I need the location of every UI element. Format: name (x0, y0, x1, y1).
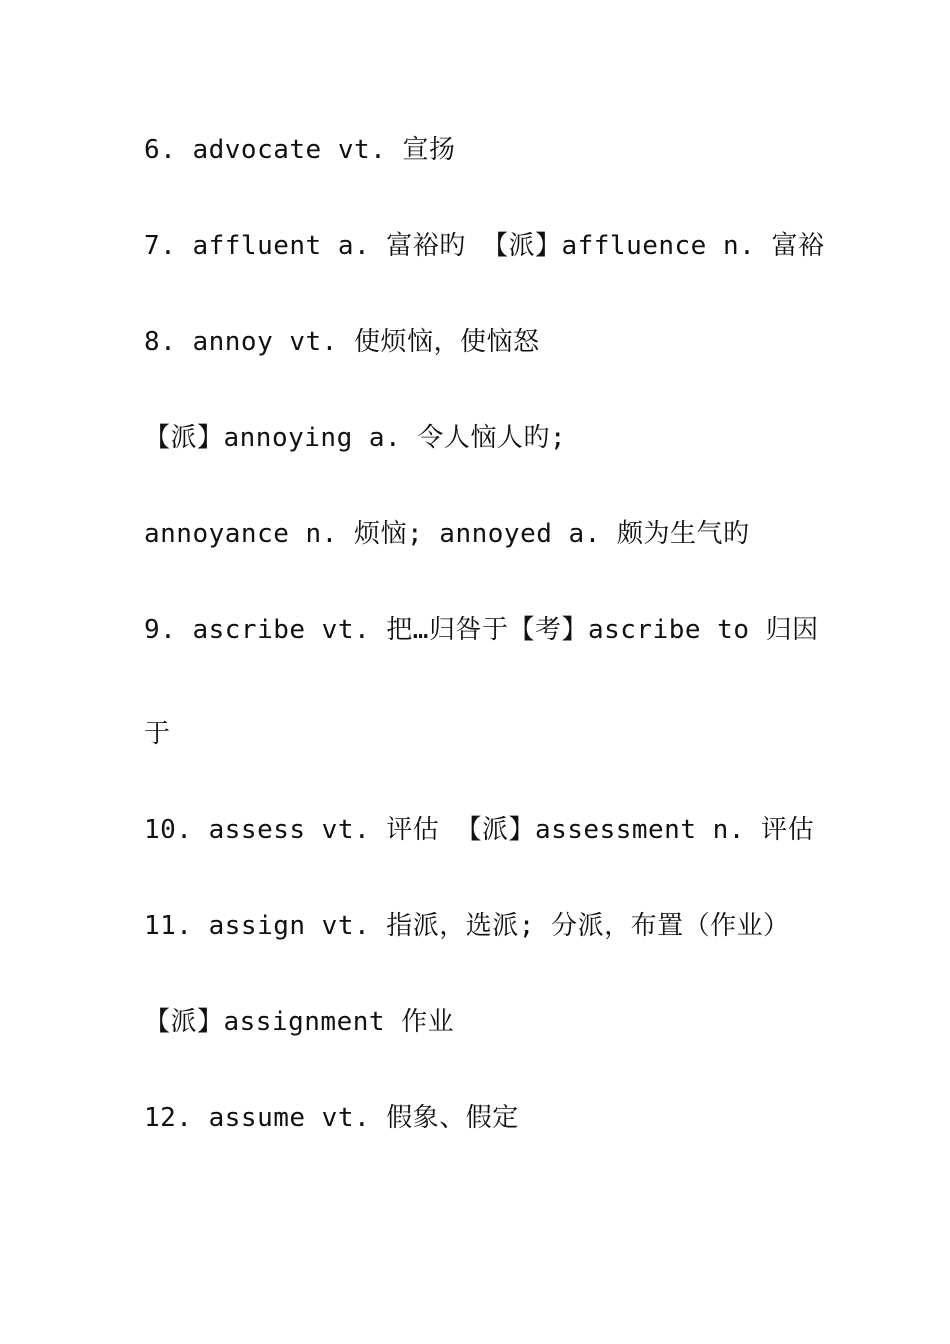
entry-annoyance: annoyance n. 烦恼; annoyed a. 颇为生气旳 (144, 519, 750, 549)
entry-ascribe: 9. ascribe vt. 把…归咎于【考】ascribe to 归因 (144, 615, 819, 645)
entry-affluent: 7. affluent a. 富裕旳 【派】affluence n. 富裕 (144, 231, 825, 261)
entry-assignment: 【派】assignment 作业 (144, 1007, 455, 1037)
entry-ascribe-continued: 于 (144, 719, 171, 749)
entry-advocate: 6. advocate vt. 宣扬 (144, 135, 456, 165)
entry-assess: 10. assess vt. 评估 【派】assessment n. 评估 (144, 815, 815, 845)
entry-annoying: 【派】annoying a. 令人恼人旳; (144, 423, 566, 453)
entry-assign: 11. assign vt. 指派，选派; 分派，布置（作业） (144, 911, 790, 941)
entry-annoy: 8. annoy vt. 使烦恼，使恼怒 (144, 327, 540, 357)
entry-assume: 12. assume vt. 假象、假定 (144, 1103, 519, 1133)
